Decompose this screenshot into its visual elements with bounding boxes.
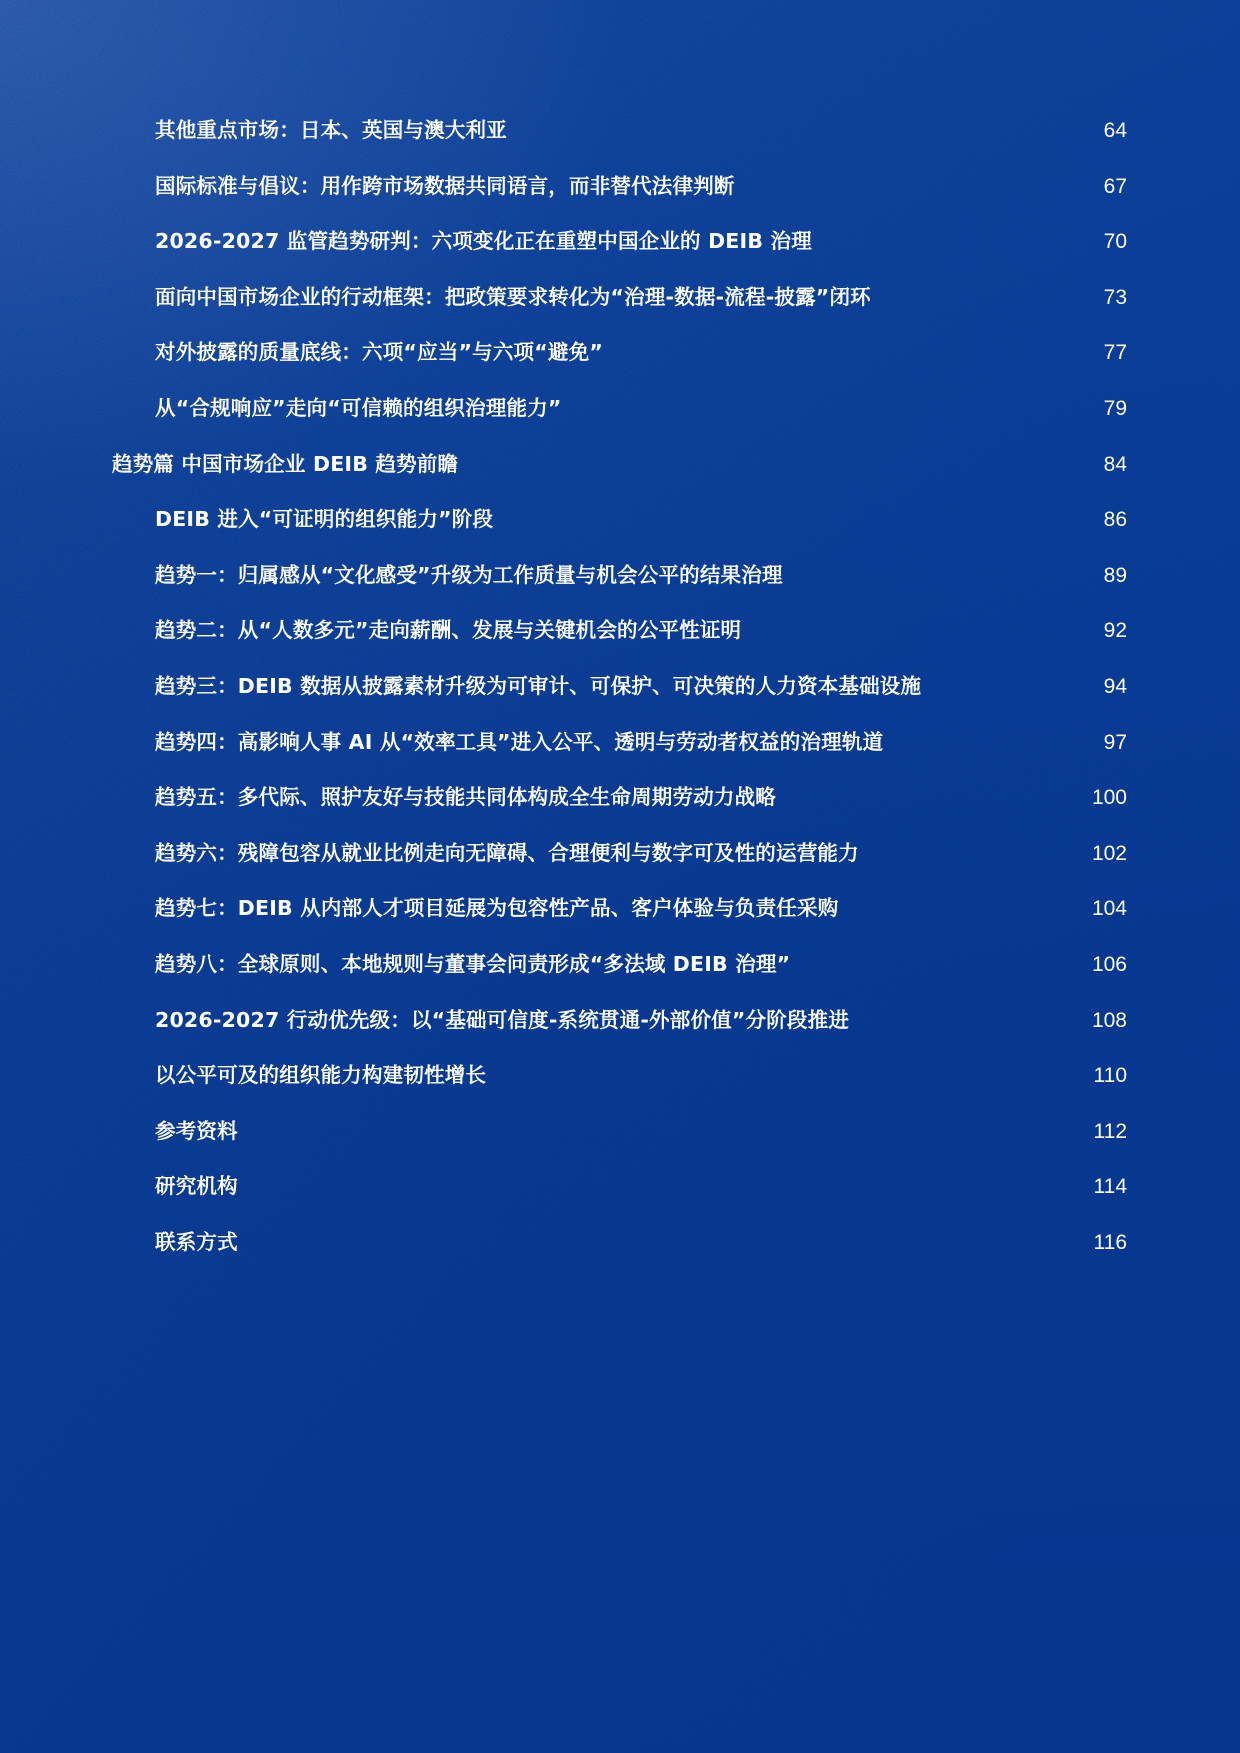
toc-entry[interactable]: [0, 381, 1240, 437]
toc-entry[interactable]: [0, 937, 1240, 993]
toc-entry-title: 对外披露的质量底线：六项“应当”与六项“避免”: [155, 340, 603, 365]
toc-entry-title: 趋势六：残障包容从就业比例走向无障碍、合理便利与数字可及性的运营能力: [155, 840, 859, 865]
toc-entry-page-number: 106: [1091, 952, 1127, 976]
toc-entry-title: 2026-2027 行动优先级：以“基础可信度-系统贯通-外部价值”分阶段推进: [155, 1007, 850, 1032]
toc-entry-title: 面向中国市场企业的行动框架：把政策要求转化为“治理-数据-流程-披露”闭环: [155, 284, 871, 309]
toc-entry[interactable]: [0, 826, 1240, 882]
toc-entry[interactable]: [0, 603, 1240, 659]
toc-entry[interactable]: [0, 993, 1240, 1049]
toc-entry-page-number: 100: [1091, 786, 1127, 810]
toc-entry-page-number: 116: [1093, 1230, 1127, 1254]
toc-entry-page-number: 102: [1091, 841, 1127, 865]
toc-entry-title: 趋势一：归属感从“文化感受”升级为工作质量与机会公平的结果治理: [155, 562, 783, 587]
toc-entry-page-number: 94: [1103, 674, 1127, 698]
toc-entry-title: 趋势八：全球原则、本地规则与董事会问责形成“多法域 DEIB 治理”: [155, 951, 791, 976]
toc-entry-page-number: 97: [1103, 730, 1127, 754]
toc-entry[interactable]: [0, 325, 1240, 381]
toc-entry-title: 参考资料: [155, 1118, 238, 1143]
toc-entry[interactable]: [0, 492, 1240, 548]
toc-entry-title: 趋势二：从“人数多元”走向薪酬、发展与关键机会的公平性证明: [155, 618, 742, 643]
toc-entry[interactable]: [0, 214, 1240, 270]
toc-entry[interactable]: [0, 715, 1240, 771]
toc-entry-page-number: 86: [1103, 508, 1127, 532]
toc-entry-page-number: 77: [1103, 341, 1127, 365]
toc-entry-title: 其他重点市场：日本、英国与澳大利亚: [155, 118, 507, 142]
toc-entry-title: 以公平可及的组织能力构建韧性增长: [155, 1063, 487, 1088]
toc-entry-title: 联系方式: [155, 1229, 238, 1254]
toc-entry-title: DEIB 进入“可证明的组织能力”阶段: [155, 507, 494, 532]
toc-entry[interactable]: [0, 770, 1240, 826]
toc-entry-title: 2026-2027 监管趋势研判：六项变化正在重塑中国企业的 DEIB 治理: [155, 229, 812, 254]
table-of-contents: [0, 103, 1240, 1270]
toc-entry-page-number: 89: [1103, 563, 1127, 587]
toc-entry-title: 趋势三：DEIB 数据从披露素材升级为可审计、可保护、可决策的人力资本基础设施: [155, 673, 922, 698]
toc-entry-title: 趋势七：DEIB 从内部人才项目延展为包容性产品、客户体验与负责任采购: [155, 896, 839, 921]
toc-entry-title: 从“合规响应”走向“可信赖的组织治理能力”: [155, 395, 562, 420]
toc-entry-page-number: 67: [1103, 174, 1127, 198]
toc-entry-page-number: 108: [1091, 1008, 1127, 1032]
toc-entry-title: 研究机构: [155, 1174, 238, 1199]
toc-entry[interactable]: [0, 659, 1240, 715]
toc-entry-page-number: 73: [1103, 285, 1127, 309]
toc-entry-page-number: 110: [1093, 1064, 1127, 1088]
toc-entry-page-number: 79: [1103, 396, 1127, 420]
toc-entry[interactable]: [0, 103, 1240, 159]
toc-entry-title: 趋势四：高影响人事 AI 从“效率工具”进入公平、透明与劳动者权益的治理轨道: [155, 729, 884, 754]
toc-entry[interactable]: [0, 1215, 1240, 1271]
toc-entry[interactable]: [0, 548, 1240, 604]
toc-entry-page-number: 114: [1093, 1175, 1127, 1199]
toc-entry[interactable]: [0, 1048, 1240, 1104]
toc-entry-page-number: 92: [1103, 619, 1127, 643]
toc-entry[interactable]: [0, 1104, 1240, 1160]
toc-section-entry[interactable]: [0, 437, 1240, 493]
toc-entry-title: 趋势五：多代际、照护友好与技能共同体构成全生命周期劳动力战略: [155, 785, 776, 810]
toc-entry[interactable]: [0, 159, 1240, 215]
toc-entry-page-number: 104: [1091, 897, 1127, 921]
toc-entry-title: 趋势篇 中国市场企业 DEIB 趋势前瞻: [112, 451, 459, 476]
toc-entry[interactable]: [0, 1159, 1240, 1215]
toc-entry[interactable]: [0, 270, 1240, 326]
toc-entry-page-number: 112: [1093, 1119, 1127, 1143]
toc-entry[interactable]: [0, 881, 1240, 937]
toc-entry-page-number: 84: [1103, 452, 1127, 476]
toc-entry-page-number: 64: [1103, 119, 1127, 142]
toc-entry-page-number: 70: [1103, 230, 1127, 254]
toc-entry-title: 国际标准与倡议：用作跨市场数据共同语言，而非替代法律判断: [155, 173, 735, 198]
